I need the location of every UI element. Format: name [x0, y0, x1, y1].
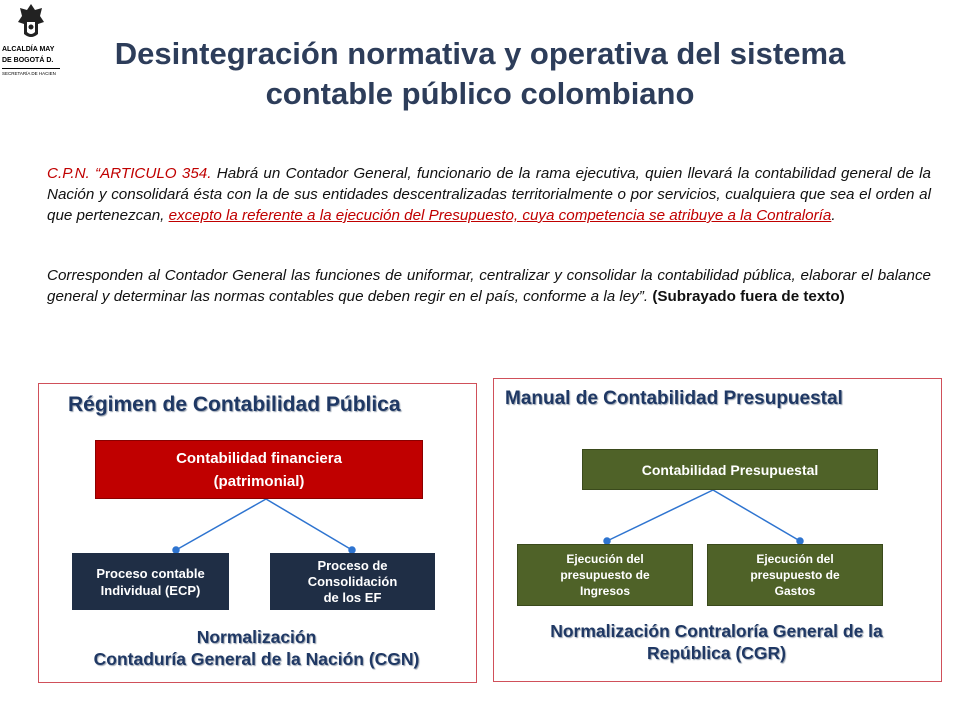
- income-box-line-1: Ejecución del: [566, 552, 644, 566]
- consolidation-box-line-1: Proceso de: [317, 557, 388, 573]
- logo-line-1: ALCALDÍA MAY: [2, 46, 55, 53]
- individual-box-line-2: Individual (ECP): [100, 582, 201, 598]
- income-execution-box: [517, 544, 693, 606]
- expense-box-line-1: Ejecución del: [756, 552, 834, 566]
- left-footer-line-1: Normalización: [196, 627, 317, 647]
- expense-execution-box: [707, 544, 883, 606]
- consolidation-box-line-3: de los EF: [323, 589, 382, 605]
- income-box-line-3: Ingresos: [579, 584, 630, 598]
- left-footer-line-2: Contaduría General de la Nación (CGN): [93, 649, 420, 669]
- slide-title: Desintegración normativa y operativa del sistema contable público colombiano: [114, 36, 846, 111]
- budget-accounting-box: Contabilidad Presupuestal: [582, 449, 878, 490]
- emphasis-note: (Subrayado fuera de texto): [652, 288, 845, 305]
- connector-left-b: [266, 499, 352, 550]
- right-panel-footer: [495, 620, 938, 664]
- individual-process-box: [72, 553, 229, 610]
- expense-box-line-2: presupuesto de: [750, 568, 840, 582]
- consolidation-process-box: [270, 553, 435, 610]
- right-footer-line-1: Normalización Contraloría General de la: [550, 621, 883, 641]
- right-footer-line-2: República (CGR): [646, 643, 787, 663]
- connector-left-a: [176, 499, 266, 550]
- article-reference: C.P.N. “ARTICULO 354.: [47, 165, 212, 182]
- financial-box-line-1: Contabilidad financiera: [176, 449, 342, 467]
- left-panel-footer: [40, 626, 473, 670]
- income-box-line-2: presupuesto de: [560, 568, 650, 582]
- article-text: Habrá un Contador General, funcionario de la rama ejecutiva, quien llevará la contabilidad general de la Nación y consolidará ésta con la de sus entidades descentralizadas territorialmente o por servicios, cualquiera que sea el orden al que pertenezcan,: [47, 165, 932, 224]
- logo-line-3: SECRETARÍA DE HACIEN: [2, 71, 56, 76]
- financial-box-line-2: (patrimonial): [213, 472, 305, 490]
- underlined-exception: excepto la referente a la ejecución del Presupuesto, cuya competencia se atribuye a la Contraloría: [168, 207, 832, 224]
- connector-right-b: [713, 490, 800, 541]
- connector-right-a: [607, 490, 713, 541]
- right-panel-title: Manual de Contabilidad Presupuestal: [505, 388, 843, 409]
- left-panel-title: Régimen de Contabilidad Pública: [68, 393, 401, 416]
- financial-accounting-box: [95, 440, 423, 499]
- consolidation-box-line-2: Consolidación: [307, 573, 398, 589]
- individual-box-line-1: Proceso contable: [96, 565, 205, 581]
- article-end: .: [831, 207, 836, 224]
- functions-text: Corresponden al Contador General las funciones de uniformar, centralizar y consolidar la contabilidad pública, elaborar el balance general y determinar las normas contables que deben regir en el país, conforme a la ley”.: [47, 267, 931, 305]
- logo-line-2: DE BOGOTÁ D.: [2, 57, 54, 64]
- expense-box-line-3: Gastos: [774, 584, 816, 598]
